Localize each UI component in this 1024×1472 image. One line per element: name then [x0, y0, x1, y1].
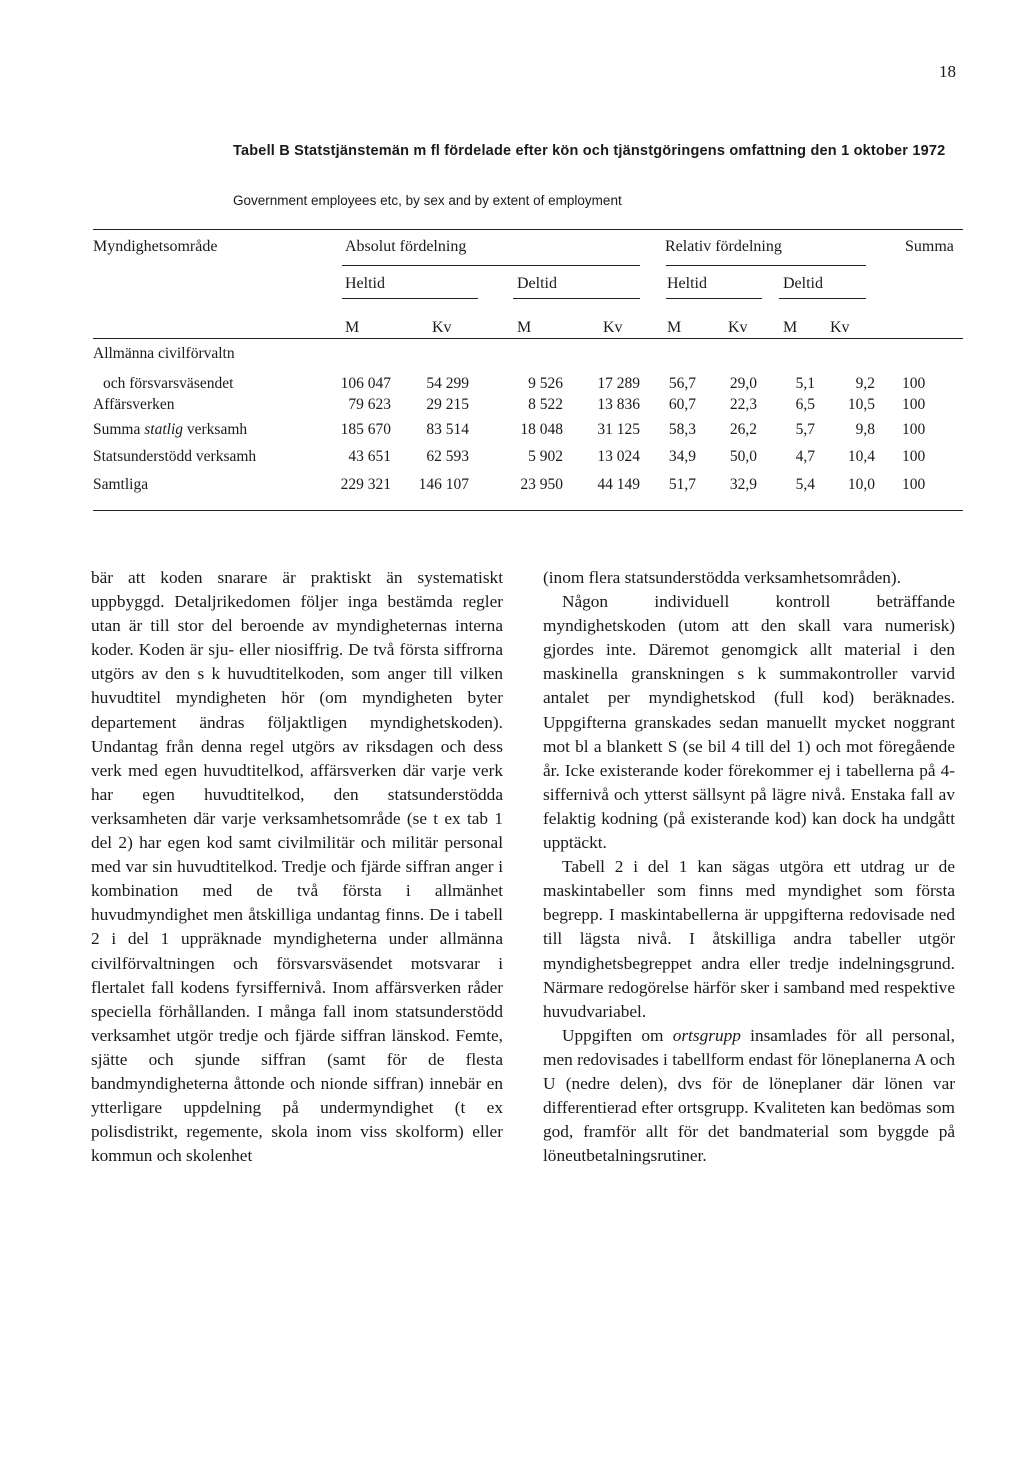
table-bottom-rule: [93, 510, 963, 511]
cell-rel-heltid-kv: 32,9: [729, 476, 757, 493]
header-sum: Summa: [905, 238, 954, 255]
header-rel-deltid-kv: Kv: [830, 319, 850, 336]
cell-rel-deltid-kv: 10,0: [847, 476, 875, 493]
cell-rel-deltid-kv: 9,8: [855, 421, 875, 438]
cell-abs-heltid-kv: 62 593: [426, 448, 469, 465]
cell-rel-heltid-kv: 26,2: [729, 421, 757, 438]
cell-rel-deltid-kv: 9,2: [855, 375, 875, 392]
cell-abs-deltid-m: 9 526: [528, 375, 563, 392]
header-absolute: Absolut fördelning: [345, 238, 467, 255]
row-label-part: verksamh: [183, 421, 248, 438]
row-label: Samtliga: [93, 476, 149, 493]
row-label: och försvarsväsendet: [103, 375, 234, 392]
absolute-group-rule: [342, 265, 640, 266]
paragraph: Tabell 2 i del 1 kan sägas utgöra ett utdrag ur de maskintabeller som finns med myndighet som första begrepp. I maskintabellerna är uppgifterna redovisade ned till lägsta nivå. I åtskilliga andra tabeller utgör myndighetsbegreppet andra eller tredje indelningsgrund. Närmare redogörelse härför sker i samband med respektive huvudvariabel.: [543, 857, 955, 1021]
header-rel-deltid-m: M: [783, 319, 798, 336]
rel-deltid-rule: [779, 298, 866, 299]
cell-rel-deltid-m: 5,4: [795, 476, 815, 493]
cell-sum: 100: [902, 375, 926, 392]
header-abs-deltid: Deltid: [517, 275, 557, 292]
header-abs-heltid-m: M: [345, 319, 360, 336]
cell-rel-deltid-m: 4,7: [795, 448, 815, 465]
paragraph-text: insamlades för all personal, men redovisades i tabellform endast för löneplanerna A och U (nedre delen), dvs för de löneplaner där lönen var differentierad efter ortsgrupp. Kvaliteten kan bedömas som god, framför allt för det bandmaterial som byggde på löneutbetalningsrutiner.: [543, 1025, 956, 1166]
table-title: Tabell B Statstjänstemän m fl fördelade efter kön och tjänstgöringens omfattning den 1 oktober 1972: [233, 143, 946, 159]
left-text-column: [91, 566, 503, 1168]
cell-abs-heltid-m: 229 321: [340, 476, 391, 493]
paragraph: [543, 1024, 955, 1169]
cell-rel-deltid-m: 5,7: [795, 421, 815, 438]
page-number: 18: [939, 62, 956, 81]
paragraph-italic-term: ortsgrupp: [672, 1025, 741, 1045]
cell-rel-deltid-m: 5,1: [795, 375, 815, 392]
header-rel-deltid: Deltid: [783, 275, 823, 292]
row-label: Affärsverken: [93, 396, 175, 413]
cell-abs-deltid-m: 23 950: [520, 476, 563, 493]
cell-abs-heltid-kv: 29 215: [426, 396, 469, 413]
relative-group-rule: [666, 265, 866, 266]
table-row: [93, 475, 963, 495]
cell-abs-heltid-kv: 54 299: [426, 375, 469, 392]
cell-rel-deltid-kv: 10,5: [847, 396, 875, 413]
cell-abs-heltid-m: 79 623: [348, 396, 391, 413]
cell-abs-deltid-kv: 17 289: [597, 375, 640, 392]
row-label: Allmänna civilförvaltn: [93, 345, 235, 362]
row-label-part: Summa: [93, 421, 145, 438]
cell-rel-heltid-m: 34,9: [668, 448, 696, 465]
abs-heltid-rule: [342, 298, 478, 299]
paragraph: Någon individuell kontroll beträffande myndighetskoden (utom att den skall vara numerisk) gjordes inte. Däremot genomgick allt material i den maskinella granskningen s k summakontroller varvid antalet per myndighetskod (full kod) beräknades. Uppgifterna granskades sedan manuellt mycket noggrant mot bl a blankett S (se bil 4 till del 1) och mot föregående år. Icke existerande koder förekommer ej i tabellerna på 4-siffernivå och ytterst sällsynt på lägre nivå. Enstaka fall av felaktig kodning (på existerande kod) kan dock ha undgått upptäckt.: [543, 592, 955, 853]
header-abs-deltid-m: M: [517, 319, 532, 336]
cell-abs-deltid-kv: 44 149: [597, 476, 640, 493]
table-row: [93, 344, 963, 364]
rel-heltid-rule: [666, 298, 762, 299]
paragraph: (inom flera statsunderstödda verksamhetsområden).: [543, 568, 901, 587]
table-row: [93, 395, 963, 415]
cell-sum: 100: [902, 421, 926, 438]
abs-deltid-rule: [513, 298, 640, 299]
cell-abs-heltid-m: 43 651: [348, 448, 391, 465]
cell-rel-heltid-m: 60,7: [668, 396, 696, 413]
cell-abs-deltid-m: 18 048: [520, 421, 563, 438]
header-abs-heltid-kv: Kv: [432, 319, 452, 336]
cell-rel-heltid-kv: 29,0: [729, 375, 757, 392]
cell-abs-deltid-kv: 31 125: [597, 421, 640, 438]
header-bottom-rule: [93, 338, 963, 339]
table-row: [93, 374, 963, 394]
paragraph: bär att koden snarare är praktiskt än systematiskt uppbyggd. Detaljrikedomen följer inga bestämda regler utan är till stor del beroende av myndigheternas interna koder. Koden är sju- eller niosiffrig. De två första siffrorna utgörs av den s k huvudtitelkoden, som anger till vilken huvudtitel myndigheten hör (om myndigheten byter departement ändras följaktligen myndighetskoden). Undantag från denna regel utgörs av riksdagen och dess verk med egen huvudtitelkod, affärsverken där varje verk har egen huvudtitelkod, den statsunderstödda verksamheten där varje verksamhetsområde (se t ex tab 1 del 2) har egen kod samt civilmilitär och militär personal med var sin huvudtitelkod. Tredje och fjärde siffran anger i kombination med de två första i allmänhet huvudmyndighet men åtskilliga undantag finns. De i tabell 2 i del 1 uppräknade myndigheterna under allmänna civilförvaltningen och försvarsväsendet motsvarar i flertalet fall kodens fyrsiffernivå. Inom affärsverken råder speciella förhållanden. I många fall inom statsunderstödd verksamhet utgör tredje och fjärde siffran länskod. Femte, sjätte och sjunde siffran (samt för de flesta bandmyndigheterna åttonde och nionde siffran) innebär en ytterligare uppdelning på undermyndighet (t ex polisdistrikt, regemente, skola inom viss skolform) eller kommun och skolenhet: [91, 568, 503, 1166]
table-subtitle: Government employees etc, by sex and by extent of employment: [233, 193, 622, 208]
row-label: Statsunderstödd verksamh: [93, 448, 257, 465]
header-rel-heltid-m: M: [667, 319, 682, 336]
cell-abs-deltid-m: 8 522: [528, 396, 563, 413]
header-rel-heltid: Heltid: [667, 275, 707, 292]
cell-rel-heltid-m: 51,7: [668, 476, 696, 493]
header-relative: Relativ fördelning: [665, 238, 782, 255]
cell-sum: 100: [902, 396, 926, 413]
cell-abs-deltid-kv: 13 836: [597, 396, 640, 413]
cell-rel-heltid-kv: 22,3: [729, 396, 757, 413]
cell-rel-heltid-kv: 50,0: [729, 448, 757, 465]
cell-rel-deltid-kv: 10,4: [847, 448, 875, 465]
cell-rel-heltid-m: 56,7: [668, 375, 696, 392]
header-abs-deltid-kv: Kv: [603, 319, 623, 336]
row-label: [93, 420, 247, 440]
cell-abs-heltid-m: 106 047: [340, 375, 391, 392]
cell-abs-heltid-m: 185 670: [340, 421, 391, 438]
right-text-column: [543, 566, 955, 1168]
cell-abs-heltid-kv: 83 514: [426, 421, 469, 438]
header-rel-heltid-kv: Kv: [728, 319, 748, 336]
cell-rel-heltid-m: 58,3: [668, 421, 696, 438]
table-row: [93, 420, 963, 440]
table-top-rule: [93, 229, 963, 230]
cell-sum: 100: [902, 476, 926, 493]
table-row: [93, 447, 963, 467]
header-area: Myndighetsområde: [93, 238, 218, 255]
cell-sum: 100: [902, 448, 926, 465]
paragraph-text: Uppgiften om: [562, 1025, 673, 1045]
cell-abs-heltid-kv: 146 107: [418, 476, 469, 493]
cell-rel-deltid-m: 6,5: [795, 396, 815, 413]
header-abs-heltid: Heltid: [345, 275, 385, 292]
cell-abs-deltid-kv: 13 024: [597, 448, 640, 465]
cell-abs-deltid-m: 5 902: [528, 448, 563, 465]
row-label-part: statlig: [144, 421, 184, 438]
